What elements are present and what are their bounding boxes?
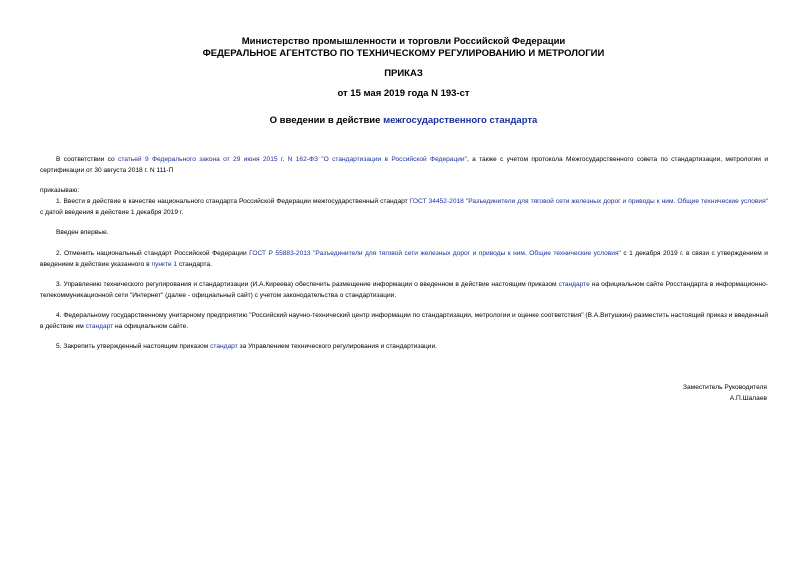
item-4-paragraph: [40, 310, 768, 332]
item-1-text-2: с датой введения в действие 1 декабря 2019 г.: [40, 209, 184, 216]
item-3-text-2: на официальном сайте Росстандарта в информационно-телекоммуникационной сети "Интернет" (далее - официальный сайт) с учетом законодательства о стандартизации.: [40, 281, 768, 299]
item-3-paragraph: [40, 279, 768, 301]
order-title: ПРИКАЗ: [384, 68, 423, 79]
item-2-text-1: 2. Отменить национальный стандарт Российской Федерации: [56, 250, 250, 257]
order-subject: [0, 115, 807, 126]
first-time-note: Введен впервые.: [56, 229, 109, 236]
item-5-text-2: за Управлением технического регулирования и стандартизации.: [237, 343, 437, 350]
item-2-paragraph: [40, 248, 768, 270]
item-5-standard-link[interactable]: стандарт: [210, 343, 238, 350]
signatory-position: Заместитель Руководителя: [683, 384, 767, 391]
federal-law-link[interactable]: статьей 9 Федерального закона от 29 июня 2015 г. N 162-ФЗ "О стандартизации в Российской Федерации": [118, 156, 467, 163]
subject-standard-link[interactable]: межгосударственного стандарта: [383, 115, 538, 126]
item-4-standard-link[interactable]: стандарт: [85, 323, 114, 330]
signatory-name: А.П.Шалаев: [729, 395, 767, 402]
item-1-text-1: 1. Ввести в действие в качестве национального стандарта Российской Федерации межгосударственный стандарт: [56, 198, 410, 205]
item-2-text-2: с 1 декабря 2019 г. в связи с утверждением и введением в действие указанного в: [40, 250, 768, 268]
item-4-text-1: 4. Федеральному государственному унитарному предприятию "Российский научно-технический центр информации по стандартизации, метрологии и оценке соответствия" (В.А.Витушкин) разместить настоящий приказ и введенный в действие им: [40, 312, 768, 330]
point-1-link[interactable]: пункте 1: [151, 261, 178, 268]
item-2-text-3: стандарта.: [177, 261, 212, 268]
item-5-text-1: 5. Закрепить утвержденный настоящим приказом: [56, 343, 211, 350]
agency-heading: ФЕДЕРАЛЬНОЕ АГЕНТСТВО ПО ТЕХНИЧЕСКОМУ РЕГУЛИРОВАНИЮ И МЕТРОЛОГИИ: [202, 48, 605, 59]
preamble-text-2: , а также с учетом протокола Межгосударственного совета по стандартизации, метрологии и сертификации от 30 августа 2018 г. N 111-П: [40, 156, 768, 174]
gost-34452-link[interactable]: ГОСТ 34452-2018 "Разъединители для тяговой сети железных дорог и приводы к ним. Общие технические условия": [409, 198, 768, 205]
item-3-standard-link[interactable]: стандарте: [558, 281, 590, 288]
subject-prefix: О введении в действие: [269, 115, 384, 126]
item-5-paragraph: [40, 341, 768, 352]
item-1-paragraph: [40, 196, 768, 218]
order-word: приказываю:: [40, 187, 80, 194]
preamble-paragraph: [40, 154, 768, 176]
preamble-text-1: В соответствии со: [56, 156, 119, 163]
item-4-text-2: на официальном сайте.: [113, 323, 189, 330]
gost-r-55883-link[interactable]: ГОСТ Р 55883-2013 "Разъединители для тяговой сети железных дорог и приводы к ним. Общие технические условия": [249, 250, 621, 257]
item-3-text-1: 3. Управлению технического регулирования и стандартизации (И.А.Киреева) обеспечить размещение информации о введенном в действие настоящим приказом: [56, 281, 559, 288]
order-date: от 15 мая 2019 года N 193-ст: [337, 88, 470, 99]
ministry-heading: Министерство промышленности и торговли Российской Федерации: [241, 36, 566, 47]
